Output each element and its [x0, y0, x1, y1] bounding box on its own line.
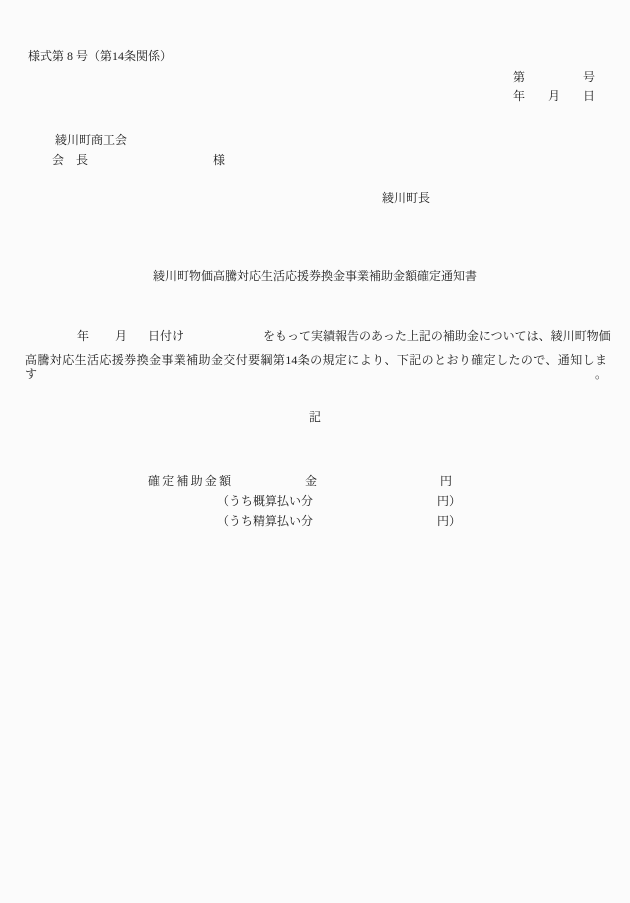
- amount-currency-suffix: 円: [440, 474, 453, 488]
- amount-currency-prefix: 金: [305, 474, 318, 488]
- doc-number-line: [513, 71, 595, 85]
- amount-label: 確定補助金額: [148, 474, 234, 488]
- body-line1: をもって実績報告のあった上記の補助金については、綾川町物価: [263, 329, 611, 343]
- body-line2: 高騰対応生活応援券換金事業補助金交付要綱第14条の規定により、下記のとおり確定したので、通知します。: [25, 353, 607, 381]
- body-date-year: 年: [77, 329, 90, 343]
- date-month-label: 月: [547, 89, 560, 103]
- body-date-day-suffix: 日付け: [148, 329, 185, 343]
- sender-name: 綾川町長: [382, 191, 431, 205]
- amount-row-suffix: 円）: [437, 494, 462, 508]
- date-line: [513, 90, 595, 104]
- amount-row-label: （うち精算払い分: [217, 514, 314, 528]
- recipient-title: 会 長: [52, 153, 89, 167]
- amount-row-suffix: 円）: [437, 514, 462, 528]
- document-title: 綾川町物価高騰対応生活応援券換金事業補助金額確定通知書: [152, 269, 477, 283]
- date-day-label: 日: [582, 89, 595, 103]
- body-date-month: 月: [115, 329, 128, 343]
- date-year-label: 年: [513, 89, 526, 103]
- ki-marker: 記: [308, 410, 321, 424]
- doc-number-prefix: 第: [513, 70, 526, 84]
- doc-number-suffix: 号: [582, 70, 595, 84]
- form-number: 様式第 8 号（第14条関係）: [28, 49, 173, 63]
- amount-row-label: （うち概算払い分: [217, 494, 314, 508]
- recipient-honorific: 様: [213, 153, 226, 167]
- recipient-org: 綾川町商工会: [55, 133, 128, 147]
